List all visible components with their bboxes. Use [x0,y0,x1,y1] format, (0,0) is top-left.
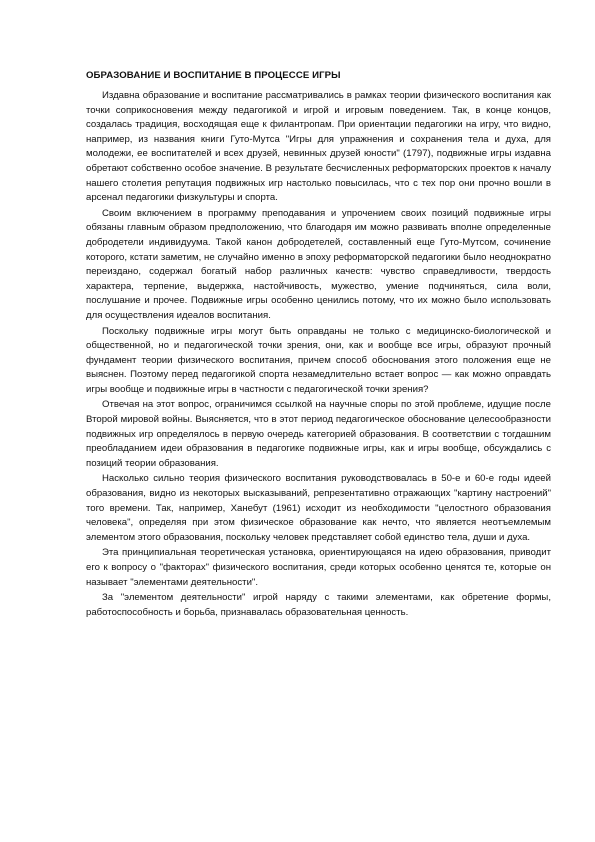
document-page [86,70,551,621]
paragraph-7: За "элементом деятельности" игрой наряду с такими элементами, как обретение формы, работоспособность и борьба, признавалась образовательная ценность. [86,592,551,618]
paragraph-4: Отвечая на этот вопрос, ограничимся ссылкой на научные споры по этой проблеме, идущие после Второй мировой войны. Выясняется, что в этот период педагогическое обоснование целесообразности подвижных игр определялось в первую очередь категорией образования. В соответствии с тогдашним преобладанием идеи образования в педагогике подвижные игры, как и игры вообще, обсуждались с позиций теории образования. [86,399,551,469]
paragraph-2: Своим включением в программу преподавания и упрочением своих позиций подвижные игры обязаны главным образом предположению, что благодаря им можно развивать вполне определенные добродетели индивидуума. Такой канон добродетелей, составленный еще Гуто-Мутсом, сочинение которого, кстати заметим, не случайно именно в эпоху реформаторской педагогики было неоднократно переиздано, содержал богатый набор различных качеств: чувство справедливости, твердость характера, терпение, выдержка, настойчивость, мужество, умение подчиняться, сила воли, послушание и прочее. Подвижные игры особенно ценились потому, что их можно было использовать для осуществления идеалов воспитания. [86,207,551,321]
paragraph-5: Насколько сильно теория физического воспитания руководствовалась в 50-е и 60-е годы идеей образования, видно из некоторых высказываний, репрезентативно отражающих "картину настроений" того времени. Так, например, Ханебут (1961) исходит из необходимости "целостного образования человека", определяя при этом физическое образование как нечто, что является неотъемлемым элементом этого образования, поскольку человек представляет собой единство тела, души и духа. [86,473,551,543]
document-title: ОБРАЗОВАНИЕ И ВОСПИТАНИЕ В ПРОЦЕССЕ ИГРЫ [86,70,341,81]
paragraph-1: Издавна образование и воспитание рассматривались в рамках теории физического воспитания как точки соприкосновения между педагогикой и игрой и игровым поведением. Так, в конце концов, создалась традиция, восходящая еще к филантропам. При ориентации педагогики на игру, что видно, например, из названия книги Гуто-Мутса "Игры для упражнения и сохранения тела и духа, для молодежи, ее воспитателей и всех друзей, невинных друзей юности" (1797), подвижные игры издавна обретают собственно особое значение. В результате бесчисленных реформаторских проектов к началу нашего столетия репутация подвижных игр настолько повысилась, что с тех пор они прочно вошли в арсенал педагогики физкультуры и спорта. [86,90,551,204]
paragraph-3: Поскольку подвижные игры могут быть оправданы не только с медицинско-биологической и общественной, но и педагогической точки зрения, они, как и вообще все игры, образуют прочный фундамент теории физического воспитания, причем способ обоснования этого положения еще не выяснен. Поэтому перед педагогикой спорта незамедлительно встает вопрос — как можно оправдать игры вообще и подвижные игры в частности с педагогической точки зрения? [86,325,551,395]
paragraph-6: Эта принципиальная теоретическая установка, ориентирующаяся на идею образования, приводит его к вопросу о "факторах" физического воспитания, среди которых особенно ценятся те, которые он называет "элементами деятельности". [86,547,551,588]
